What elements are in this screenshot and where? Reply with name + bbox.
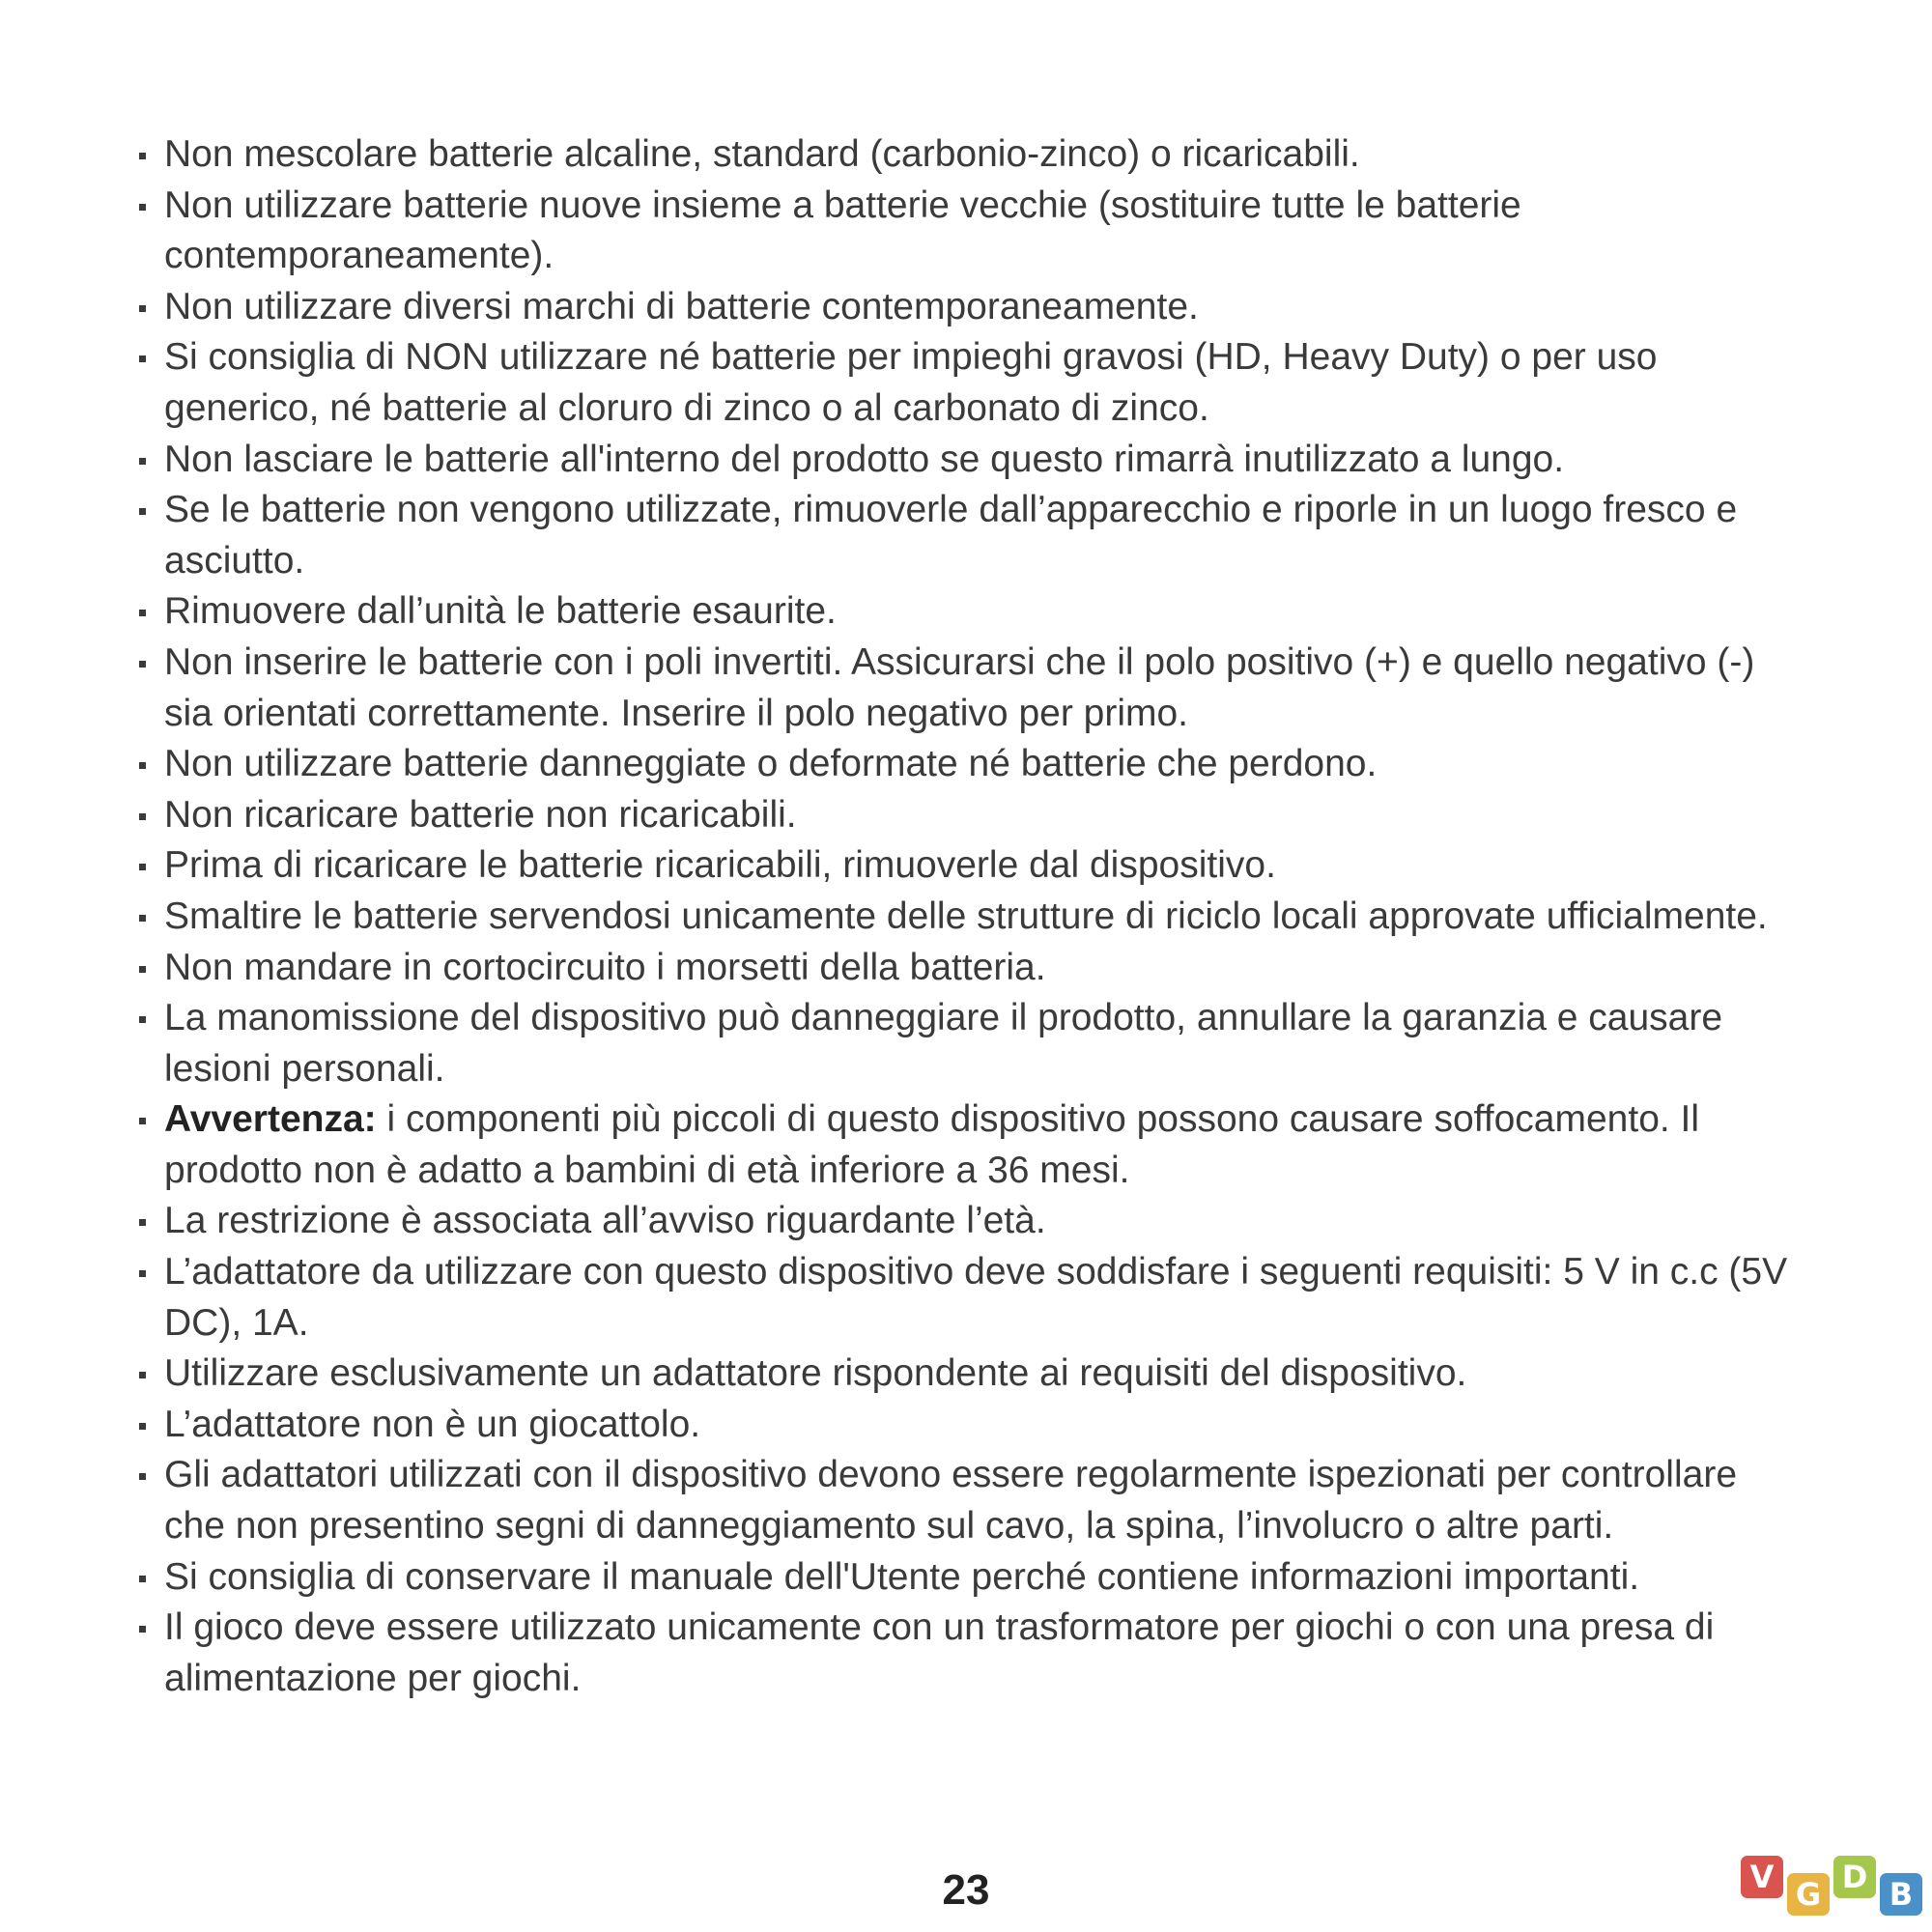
item-text: Smaltire le batterie servendosi unicamente delle strutture di riciclo locali approvate ufficialmente.: [164, 895, 1768, 937]
logo-tile-b: B: [1880, 1873, 1922, 1916]
list-item: [137, 435, 1799, 486]
item-text: Non utilizzare batterie danneggiate o deformate né batterie che perdono.: [164, 743, 1378, 785]
item-text: Rimuovere dall’unità le batterie esaurite.: [164, 590, 837, 633]
item-text: La manomissione del dispositivo può danneggiare il prodotto, annullare la garanzia e causare lesioni personali.: [164, 997, 1723, 1090]
item-text: Prima di ricaricare le batterie ricaricabili, rimuoverle dal dispositivo.: [164, 844, 1276, 887]
list-item: [137, 1196, 1799, 1247]
vgdb-watermark-logo: [1735, 1852, 1928, 1929]
list-item: [137, 181, 1799, 282]
item-text: Il gioco deve essere utilizzato unicamente con un trasformatore per giochi o con una presa di alimentazione per giochi.: [164, 1606, 1715, 1699]
item-text: La restrizione è associata all’avviso riguardante l’età.: [164, 1200, 1046, 1242]
list-item: [137, 790, 1799, 841]
list-item: [137, 993, 1799, 1094]
list-item-warning: [137, 1094, 1799, 1196]
list-item: [137, 1450, 1799, 1551]
item-text: Non utilizzare batterie nuove insieme a batterie vecchie (sostituire tutte le batterie contemporaneamente).: [164, 184, 1521, 277]
item-text: Non lasciare le batterie all'interno del prodotto se questo rimarrà inutilizzato a lungo.: [164, 438, 1565, 480]
item-text: Se le batterie non vengono utilizzate, rimuoverle dall’apparecchio e riporle in un luogo fresco e asciutto.: [164, 489, 1738, 582]
list-item: [137, 129, 1799, 181]
logo-tile-d: D: [1833, 1856, 1876, 1898]
item-text: Si consiglia di NON utilizzare né batterie per impieghi gravosi (HD, Heavy Duty) o per uso generico, né batterie al cloruro di zinco o al carbonato di zinco.: [164, 336, 1658, 429]
item-text: Utilizzare esclusivamente un adattatore rispondente ai requisiti del dispositivo.: [164, 1352, 1467, 1395]
item-text: Non mandare in cortocircuito i morsetti della batteria.: [164, 946, 1046, 988]
logo-tile-g: G: [1787, 1873, 1830, 1916]
list-item: [137, 485, 1799, 586]
list-item: [137, 1603, 1799, 1704]
list-item: [137, 892, 1799, 943]
item-text: Non utilizzare diversi marchi di batterie contemporaneamente.: [164, 285, 1199, 327]
list-item: [137, 586, 1799, 638]
item-text: Non inserire le batterie con i poli invertiti. Assicurarsi che il polo positivo (+) e quello negativo (-) sia orientati correttamente. Inserire il polo negativo per primo.: [164, 640, 1755, 734]
list-item: [137, 840, 1799, 892]
page-number: 23: [942, 1866, 990, 1914]
list-item: [137, 739, 1799, 790]
list-item: [137, 282, 1799, 333]
item-text: Si consiglia di conservare il manuale dell'Utente perché contiene informazioni importanti.: [164, 1555, 1640, 1598]
list-item: [137, 1247, 1799, 1349]
logo-tile-v: V: [1741, 1856, 1783, 1898]
item-text: L’adattatore da utilizzare con questo dispositivo deve soddisfare i seguenti requisiti: 5 V in c.c (5V DC), 1A.: [164, 1251, 1788, 1344]
list-item: [137, 332, 1799, 434]
list-item: [137, 638, 1799, 739]
item-text: L’adattatore non è un giocattolo.: [164, 1403, 701, 1445]
item-text: Non mescolare batterie alcaline, standard (carbonio-zinco) o ricaricabili.: [164, 133, 1360, 175]
list-item: [137, 1552, 1799, 1604]
item-text: i componenti più piccoli di questo dispositivo possono causare soffocamento. Il prodotto non è adatto a bambini di età inferiore a 36 mesi.: [164, 1098, 1700, 1191]
safety-bullet-list: [137, 129, 1799, 1704]
list-item: [137, 1349, 1799, 1400]
item-text: Gli adattatori utilizzati con il dispositivo devono essere regolarmente ispezionati per controllare che non presentino segni di danneggiamento sul cavo, la spina, l’involucro o altre parti.: [164, 1454, 1738, 1548]
list-item: [137, 943, 1799, 994]
list-item: [137, 1400, 1799, 1451]
item-text: Non ricaricare batterie non ricaricabili.: [164, 793, 797, 836]
warning-label: Avvertenza:: [164, 1098, 377, 1141]
